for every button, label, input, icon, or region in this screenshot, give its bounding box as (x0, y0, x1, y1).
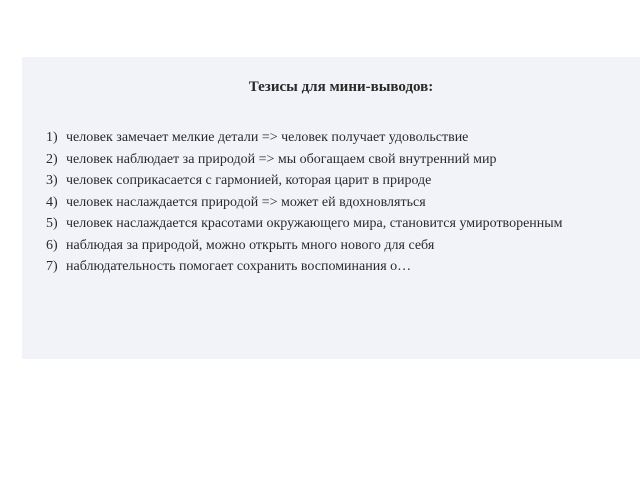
list-item (46, 213, 594, 235)
list-item-number: 1) (46, 130, 58, 145)
theses-list (46, 127, 594, 278)
list-item-number: 3) (46, 173, 58, 188)
list-item (46, 170, 594, 192)
list-item-number: 6) (46, 237, 58, 253)
list-item-text: человек наблюдает за природой => мы обогащаем свой внутренний мир (66, 151, 497, 167)
list-item-text: наблюдая за природой, можно открыть много нового для себя (66, 237, 435, 253)
list-item-text: наблюдательность помогает сохранить воспоминания о… (66, 259, 412, 274)
list-item-text: человек замечает мелкие детали => человек получает удовольствие (66, 130, 469, 145)
list-item-text: человек соприкасается с гармонией, которая царит в природе (66, 173, 432, 188)
slide-title: Тезисы для мини-выводов: (248, 79, 434, 95)
list-item-number: 4) (46, 194, 58, 210)
list-item-number: 2) (46, 151, 58, 167)
list-item (46, 192, 594, 214)
list-item (46, 149, 594, 171)
list-item (46, 256, 594, 278)
slide-panel (22, 57, 640, 359)
list-item-number: 5) (46, 216, 58, 231)
list-item (46, 235, 594, 257)
list-item-number: 7) (46, 259, 58, 274)
list-item-text: человек наслаждается природой => может ей вдохновляться (66, 194, 426, 210)
list-item (46, 127, 594, 149)
list-item-text: человек наслаждается красотами окружающего мира, становится умиротворенным (66, 216, 563, 231)
